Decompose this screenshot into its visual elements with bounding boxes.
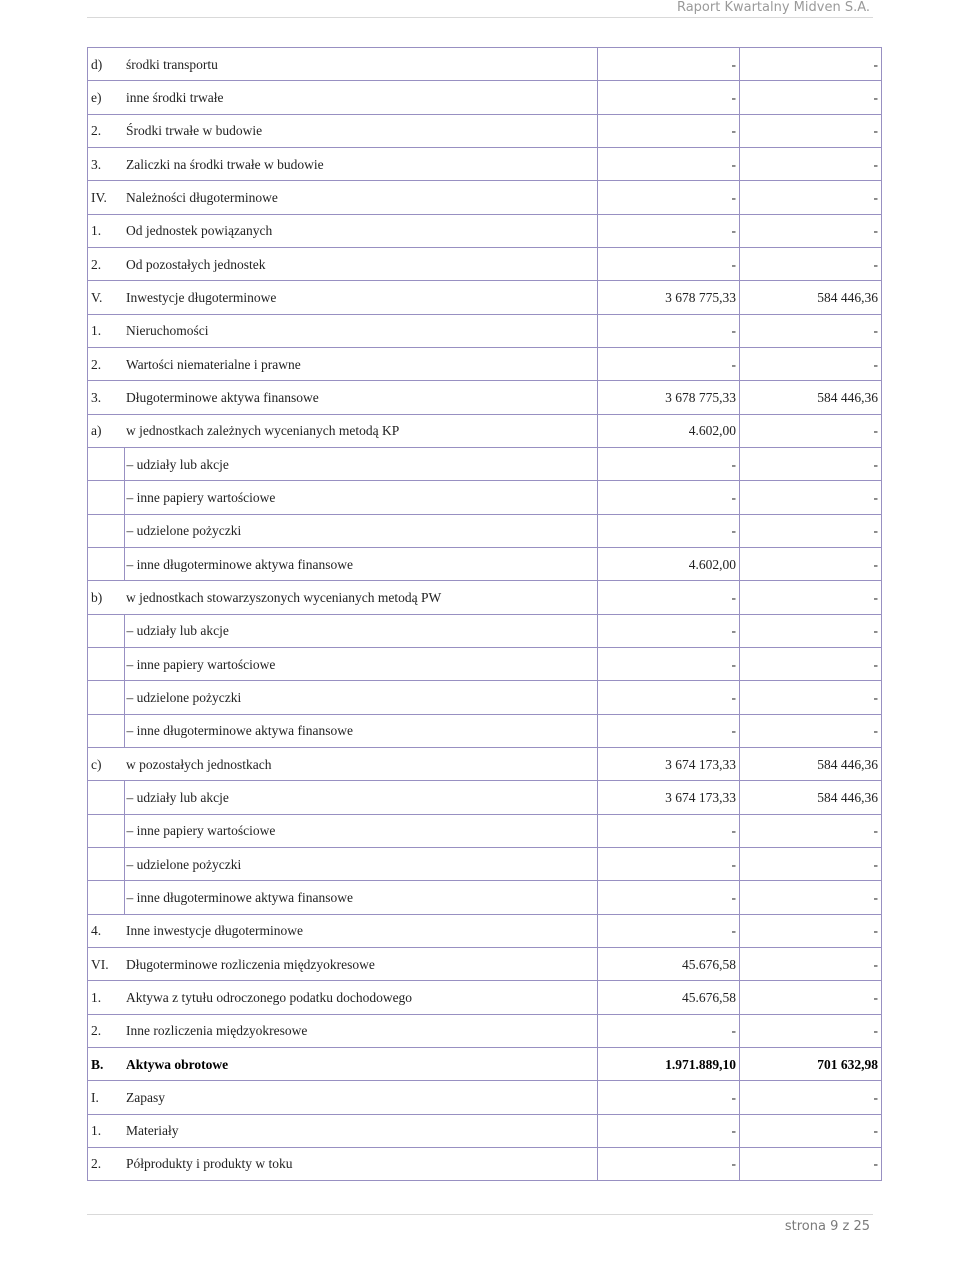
value-current-period: - [598, 481, 740, 514]
table-row [88, 814, 882, 847]
row-label: – udziały lub akcje [124, 614, 598, 647]
value-previous-period: - [740, 547, 882, 580]
value-current-period: - [598, 514, 740, 547]
value-previous-period: - [740, 247, 882, 280]
row-number: 2. [88, 347, 125, 380]
table-row [88, 1114, 882, 1147]
table-row [88, 747, 882, 780]
row-number: VI. [88, 947, 125, 980]
value-previous-period: - [740, 714, 882, 747]
footer-divider [87, 1214, 873, 1215]
row-number: c) [88, 747, 125, 780]
table-row [88, 514, 882, 547]
table-row [88, 314, 882, 347]
row-number [88, 781, 125, 814]
table-row [88, 247, 882, 280]
row-label: – inne długoterminowe aktywa finansowe [124, 881, 598, 914]
row-label: Inwestycje długoterminowe [124, 281, 598, 314]
value-previous-period: - [740, 147, 882, 180]
row-label: – inne papiery wartościowe [124, 647, 598, 680]
value-current-period: - [598, 714, 740, 747]
row-label: w jednostkach stowarzyszonych wycenianych metodą PW [124, 581, 598, 614]
value-previous-period: - [740, 814, 882, 847]
table-row [88, 881, 882, 914]
value-previous-period: - [740, 514, 882, 547]
table-row [88, 181, 882, 214]
row-label: Materiały [124, 1114, 598, 1147]
value-current-period: 4.602,00 [598, 414, 740, 447]
value-previous-period: - [740, 681, 882, 714]
value-previous-period: - [740, 48, 882, 81]
row-number: B. [88, 1047, 125, 1080]
table-row [88, 414, 882, 447]
value-previous-period: - [740, 947, 882, 980]
row-number: 3. [88, 381, 125, 414]
value-current-period: 3 678 775,33 [598, 281, 740, 314]
value-current-period: 45.676,58 [598, 981, 740, 1014]
row-number: 2. [88, 247, 125, 280]
value-current-period: - [598, 347, 740, 380]
row-label: – udziały lub akcje [124, 781, 598, 814]
row-label: Długoterminowe rozliczenia międzyokresowe [124, 947, 598, 980]
row-label: Od jednostek powiązanych [124, 214, 598, 247]
value-previous-period: - [740, 881, 882, 914]
value-previous-period: - [740, 981, 882, 1014]
value-previous-period: 584 446,36 [740, 281, 882, 314]
table-row [88, 681, 882, 714]
value-current-period: - [598, 914, 740, 947]
value-current-period: - [598, 81, 740, 114]
row-label: Inne rozliczenia międzyokresowe [124, 1014, 598, 1047]
report-header-title: Raport Kwartalny Midven S.A. [676, 0, 870, 15]
row-label: Półprodukty i produkty w toku [124, 1147, 598, 1180]
value-current-period: - [598, 614, 740, 647]
row-label: – udziały lub akcje [124, 447, 598, 480]
value-current-period: - [598, 314, 740, 347]
value-previous-period: 584 446,36 [740, 781, 882, 814]
value-previous-period: 701 632,98 [740, 1047, 882, 1080]
table-row [88, 481, 882, 514]
value-current-period: - [598, 1081, 740, 1114]
value-current-period: 45.676,58 [598, 947, 740, 980]
row-label: w jednostkach zależnych wycenianych metodą KP [124, 414, 598, 447]
row-label: w pozostałych jednostkach [124, 747, 598, 780]
row-number [88, 681, 125, 714]
value-previous-period: - [740, 314, 882, 347]
row-number: 1. [88, 1114, 125, 1147]
table-row [88, 847, 882, 880]
row-number: a) [88, 414, 125, 447]
value-previous-period: - [740, 1014, 882, 1047]
row-label: Należności długoterminowe [124, 181, 598, 214]
value-previous-period: - [740, 614, 882, 647]
table-row [88, 647, 882, 680]
value-current-period: - [598, 847, 740, 880]
value-current-period: - [598, 1114, 740, 1147]
value-current-period: - [598, 1014, 740, 1047]
row-number: e) [88, 81, 125, 114]
value-current-period: - [598, 181, 740, 214]
value-previous-period: - [740, 914, 882, 947]
value-previous-period: - [740, 447, 882, 480]
row-label: Aktywa z tytułu odroczonego podatku dochodowego [124, 981, 598, 1014]
row-number [88, 547, 125, 580]
row-number: 2. [88, 1014, 125, 1047]
row-label: Zaliczki na środki trwałe w budowie [124, 147, 598, 180]
row-label: – udzielone pożyczki [124, 681, 598, 714]
row-number: 1. [88, 214, 125, 247]
header-divider [87, 17, 873, 18]
row-label: Od pozostałych jednostek [124, 247, 598, 280]
row-number: b) [88, 581, 125, 614]
value-current-period: - [598, 147, 740, 180]
row-number [88, 614, 125, 647]
row-number [88, 647, 125, 680]
row-number [88, 814, 125, 847]
value-current-period: - [598, 814, 740, 847]
table-row [88, 48, 882, 81]
table-row [88, 81, 882, 114]
row-label: Środki trwałe w budowie [124, 114, 598, 147]
value-current-period: 3 674 173,33 [598, 781, 740, 814]
table-row [88, 781, 882, 814]
row-label: – inne długoterminowe aktywa finansowe [124, 547, 598, 580]
value-current-period: - [598, 881, 740, 914]
row-label: Długoterminowe aktywa finansowe [124, 381, 598, 414]
table-row [88, 1047, 882, 1080]
row-label: – udzielone pożyczki [124, 514, 598, 547]
row-number [88, 714, 125, 747]
row-number: 2. [88, 114, 125, 147]
row-label: Nieruchomości [124, 314, 598, 347]
row-label: inne środki trwałe [124, 81, 598, 114]
table-row [88, 547, 882, 580]
row-number: IV. [88, 181, 125, 214]
table-row [88, 614, 882, 647]
value-previous-period: - [740, 581, 882, 614]
value-previous-period: - [740, 1114, 882, 1147]
row-number [88, 514, 125, 547]
row-label: Wartości niematerialne i prawne [124, 347, 598, 380]
row-label: Aktywa obrotowe [124, 1047, 598, 1080]
row-number [88, 447, 125, 480]
value-previous-period: - [740, 181, 882, 214]
row-label: – inne papiery wartościowe [124, 814, 598, 847]
table-row [88, 1014, 882, 1047]
row-label: – inne długoterminowe aktywa finansowe [124, 714, 598, 747]
table-row [88, 1081, 882, 1114]
table-row [88, 281, 882, 314]
row-number: I. [88, 1081, 125, 1114]
balance-sheet-table [87, 47, 882, 1181]
value-current-period: 1.971.889,10 [598, 1047, 740, 1080]
row-number: 3. [88, 147, 125, 180]
row-label: – udzielone pożyczki [124, 847, 598, 880]
value-current-period: 3 678 775,33 [598, 381, 740, 414]
page-number: strona 9 z 25 [784, 1219, 870, 1234]
value-previous-period: - [740, 214, 882, 247]
table-row [88, 347, 882, 380]
value-current-period: - [598, 247, 740, 280]
row-label: Inne inwestycje długoterminowe [124, 914, 598, 947]
value-previous-period: 584 446,36 [740, 747, 882, 780]
value-current-period: 4.602,00 [598, 547, 740, 580]
row-number: V. [88, 281, 125, 314]
row-number: 2. [88, 1147, 125, 1180]
value-current-period: - [598, 48, 740, 81]
value-current-period: - [598, 114, 740, 147]
table-row [88, 1147, 882, 1180]
value-previous-period: - [740, 347, 882, 380]
row-number: d) [88, 48, 125, 81]
table-row [88, 381, 882, 414]
value-current-period: - [598, 681, 740, 714]
table-row [88, 947, 882, 980]
value-previous-period: - [740, 81, 882, 114]
value-current-period: - [598, 581, 740, 614]
table-row [88, 214, 882, 247]
value-previous-period: - [740, 414, 882, 447]
table-row [88, 714, 882, 747]
table-row [88, 447, 882, 480]
value-current-period: - [598, 447, 740, 480]
balance-sheet-body [88, 48, 882, 1181]
row-label: – inne papiery wartościowe [124, 481, 598, 514]
row-label: Zapasy [124, 1081, 598, 1114]
value-previous-period: - [740, 847, 882, 880]
value-current-period: - [598, 647, 740, 680]
value-current-period: 3 674 173,33 [598, 747, 740, 780]
value-current-period: - [598, 1147, 740, 1180]
value-previous-period: - [740, 1081, 882, 1114]
table-row [88, 581, 882, 614]
table-row [88, 114, 882, 147]
row-number: 1. [88, 981, 125, 1014]
value-previous-period: 584 446,36 [740, 381, 882, 414]
value-previous-period: - [740, 114, 882, 147]
row-number: 4. [88, 914, 125, 947]
value-previous-period: - [740, 1147, 882, 1180]
table-row [88, 981, 882, 1014]
value-current-period: - [598, 214, 740, 247]
value-previous-period: - [740, 647, 882, 680]
row-number: 1. [88, 314, 125, 347]
row-number [88, 847, 125, 880]
value-previous-period: - [740, 481, 882, 514]
row-number [88, 481, 125, 514]
table-row [88, 147, 882, 180]
row-label: środki transportu [124, 48, 598, 81]
table-row [88, 914, 882, 947]
row-number [88, 881, 125, 914]
